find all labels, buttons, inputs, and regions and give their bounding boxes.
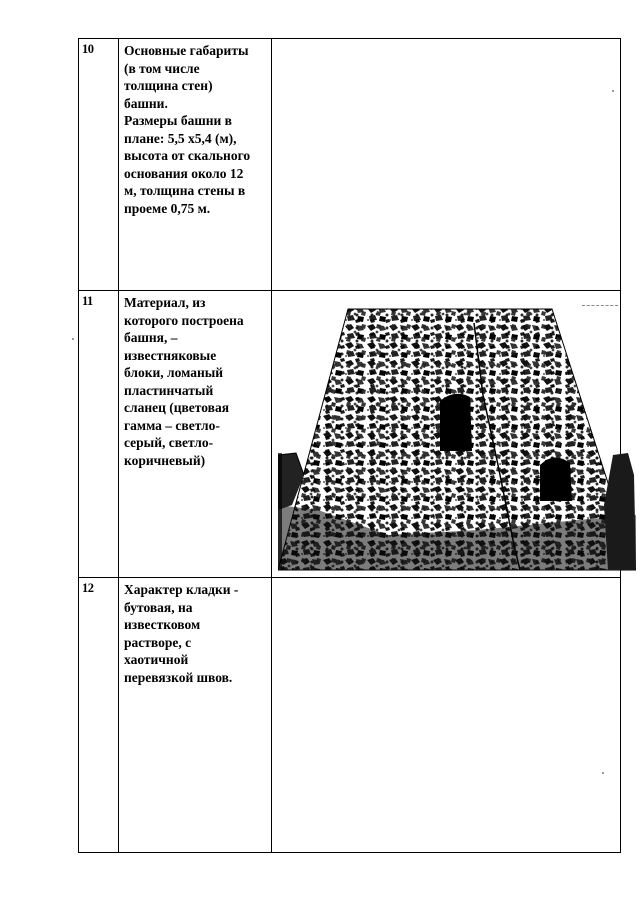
row-description [119,578,272,853]
masonry-text: Характер кладки - бутовая, на известковом растворе, с хаотичной перевязкой швов. [124,582,239,685]
scan-speck [602,772,604,774]
dimensions-text: Основные габариты (в том числе толщина стен) башни. Размеры башни в плане: 5,5 х5,4 (м), высота от скального основания около 12 м, толщина стены в проеме 0,75 м. [124,43,251,216]
photo-cell [272,291,621,578]
material-text: Материал, из которого построена башня, – известняковые блоки, ломаный пластинчатый сланец (цветовая гамма – светло- серый, светло- коричневый) [124,295,244,468]
row-number: 12 [79,578,119,853]
scan-speck [612,90,614,92]
scan-speck [72,338,74,340]
photo-cell-empty [272,39,621,291]
row-description [119,39,272,291]
table-row [79,291,621,578]
row-description [119,291,272,578]
tower-wall-photo [278,305,636,577]
row-number: 10 [79,39,119,291]
row-number: 11 [79,291,119,578]
table-row [79,39,621,291]
photo-cell-empty [272,578,621,853]
tower-description-table [78,38,621,853]
table-row [79,578,621,853]
